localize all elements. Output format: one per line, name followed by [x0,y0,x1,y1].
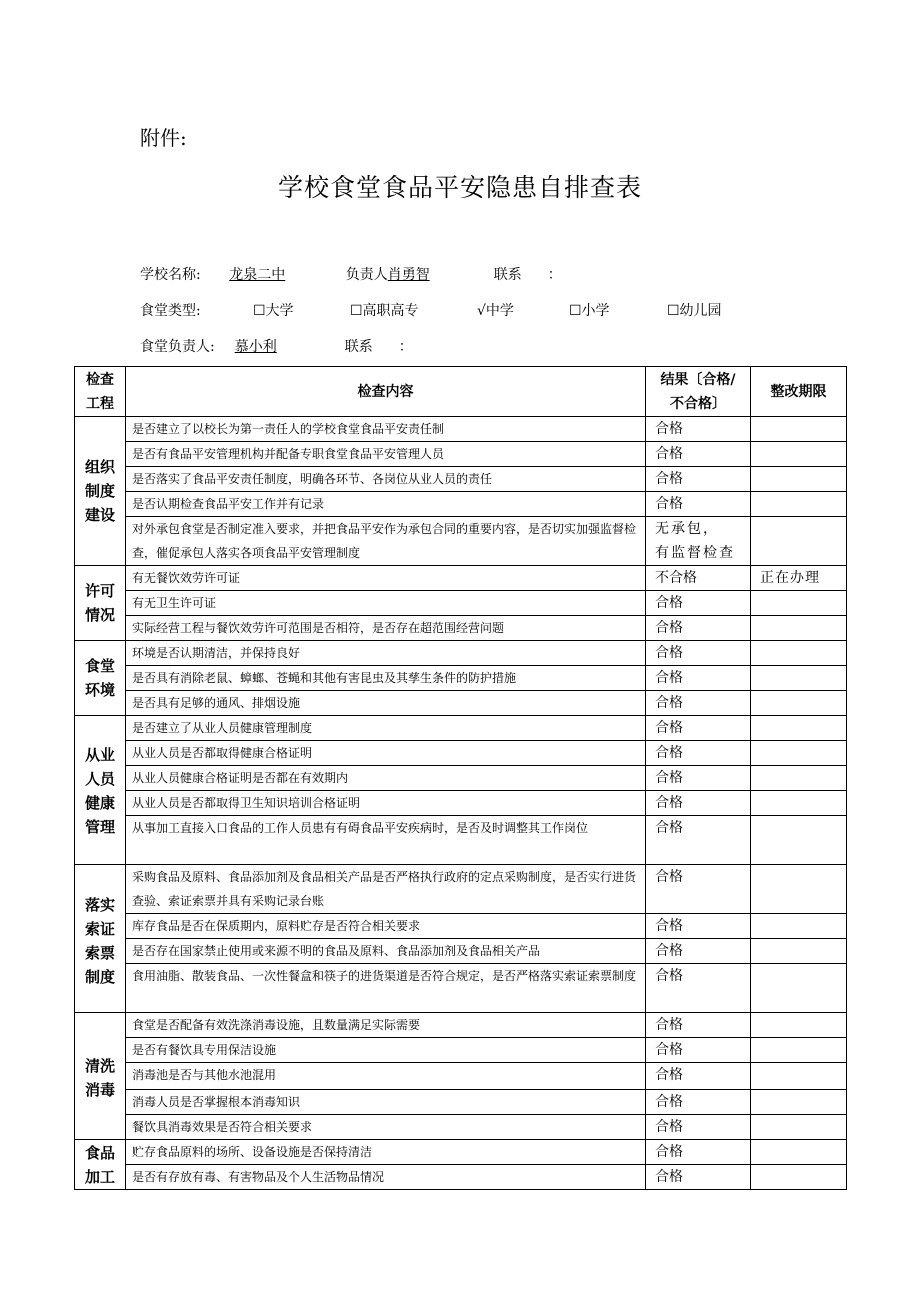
period-cell: 正在办理 [751,566,847,591]
period-cell [751,467,847,492]
header-period: 整改期限 [751,367,847,417]
table-row [75,791,847,816]
canteen-head-label: 食堂负责人: [140,339,215,355]
table-row [75,492,847,517]
period-cell [751,417,847,442]
content-cell: 贮存食品原料的场所、设备设施是否保持清洁 [126,1140,646,1165]
result-cell: 合格 [646,939,751,964]
period-cell [751,865,847,914]
period-cell [751,1115,847,1140]
content-cell: 有无卫生许可证 [126,591,646,616]
contact2-colon: ： [398,339,413,355]
canteen-type-line [140,300,722,320]
category-cell: 许可 情况 [75,566,126,641]
result-cell: 合格 [646,1140,751,1165]
result-cell: 合格 [646,741,751,766]
canteen-head-value: 慕小利 [234,339,277,355]
period-cell [751,1090,847,1115]
period-cell [751,1063,847,1090]
content-cell: 是否落实了食品平安责任制度，明确各环节、各岗位从业人员的责任 [126,467,646,492]
content-cell: 库存食品是否在保质期内，原料贮存是否符合相关要求 [126,914,646,939]
table-row [75,741,847,766]
result-cell: 合格 [646,716,751,741]
table-row [75,1165,847,1190]
result-cell: 合格 [646,417,751,442]
period-cell [751,766,847,791]
table-row [75,442,847,467]
content-cell: 是否有食品平安管理机构并配备专职食堂食品平安管理人员 [126,442,646,467]
period-cell [751,816,847,865]
result-cell: 无承包， 有监督检查 [646,517,751,566]
result-cell: 合格 [646,791,751,816]
content-cell: 是否具有足够的通风、排烟设施 [126,691,646,716]
period-cell [751,791,847,816]
period-cell [751,591,847,616]
period-cell [751,492,847,517]
type-primary-school-checkbox: ☐小学 [569,303,610,319]
period-cell [751,939,847,964]
content-cell: 消毒池是否与其他水池混用 [126,1063,646,1090]
content-cell: 对外承包食堂是否制定准入要求，并把食品平安作为承包合同的重要内容，是否切实加强监督检查，催促承包人落实各项食品平安管理制度 [126,517,646,566]
period-cell [751,964,847,1013]
content-cell: 食堂是否配备有效洗涤消毒设施，且数量满足实际需要 [126,1013,646,1038]
school-info-line [140,264,562,284]
school-name-value: 龙泉二中 [229,267,286,283]
table-row [75,517,847,566]
content-cell: 是否存在国家禁止使用或来源不明的食品及原料、食品添加剂及食品相关产品 [126,939,646,964]
table-row [75,417,847,442]
result-cell: 合格 [646,641,751,666]
table-row [75,1140,847,1165]
result-cell: 合格 [646,1013,751,1038]
result-cell: 合格 [646,914,751,939]
content-cell: 从事加工直接入口食品的工作人员患有有碍食品平安疾病时，是否及时调整其工作岗位 [126,816,646,865]
period-cell [751,914,847,939]
result-cell: 合格 [646,1165,751,1190]
table-header-row [75,367,847,417]
category-cell: 组织 制度 建设 [75,417,126,566]
header-result: 结果〔合格/ 不合格〕 [646,367,751,417]
content-cell: 从业人员是否都取得健康合格证明 [126,741,646,766]
contact2-label: 联系 [344,339,373,355]
category-cell: 从业 人员 健康 管理 [75,716,126,865]
period-cell [751,442,847,467]
content-cell: 是否有存放有毒、有害物品及个人生活物品情况 [126,1165,646,1190]
period-cell [751,666,847,691]
attachment-label: 附件: [140,126,187,150]
type-middle-school-checkbox: √中学 [477,303,514,319]
result-cell: 合格 [646,1038,751,1063]
period-cell [751,691,847,716]
table-row [75,1090,847,1115]
content-cell: 消毒人员是否掌握根本消毒知识 [126,1090,646,1115]
category-cell: 食堂 环境 [75,641,126,716]
table-row [75,816,847,865]
contact-colon: ： [547,267,562,283]
table-row [75,1038,847,1063]
table-row [75,1115,847,1140]
content-cell: 是否具有消除老鼠、蟑螂、苍蝇和其他有害昆虫及其孳生条件的防护措施 [126,666,646,691]
content-cell: 是否有餐饮具专用保洁设施 [126,1038,646,1063]
period-cell [751,1038,847,1063]
result-cell: 合格 [646,964,751,1013]
result-cell: 合格 [646,1090,751,1115]
table-row [75,1013,847,1038]
content-cell: 有无餐饮效劳许可证 [126,566,646,591]
result-cell: 合格 [646,691,751,716]
table-row [75,716,847,741]
table-row [75,939,847,964]
page-title: 学校食堂食品平安隐患自排查表 [277,173,642,202]
canteen-type-label: 食堂类型: [140,303,201,319]
result-cell: 合格 [646,1115,751,1140]
result-cell: 合格 [646,666,751,691]
result-cell: 合格 [646,442,751,467]
result-cell: 合格 [646,591,751,616]
result-cell: 合格 [646,616,751,641]
header-content: 检查内容 [126,367,646,417]
table-row [75,666,847,691]
result-cell: 合格 [646,766,751,791]
school-name-label: 学校名称: [140,267,201,283]
content-cell: 是否认期检查食品平安工作并有记录 [126,492,646,517]
table-row [75,691,847,716]
content-cell: 食用油脂、散装食品、一次性餐盒和筷子的进货渠道是否符合规定，是否严格落实索证索票制度 [126,964,646,1013]
table-row [75,914,847,939]
content-cell: 从业人员是否都取得卫生知识培训合格证明 [126,791,646,816]
result-cell: 合格 [646,816,751,865]
type-kindergarten-checkbox: ☐幼儿园 [667,303,722,319]
content-cell: 从业人员健康合格证明是否都在有效期内 [126,766,646,791]
category-cell: 食品 加工 [75,1140,126,1190]
type-university-checkbox: ☐大学 [253,303,294,319]
table-row [75,591,847,616]
table-row [75,865,847,914]
period-cell [751,1140,847,1165]
result-cell: 合格 [646,467,751,492]
result-cell: 合格 [646,865,751,914]
table-row [75,641,847,666]
table-row [75,566,847,591]
contact-label: 联系 [493,267,522,283]
content-cell: 采购食品及原料、食品添加剂及食品相关产品是否严格执行政府的定点采购制度，是否实行进货查验、索证索票并具有采购记录台账 [126,865,646,914]
result-cell: 合格 [646,492,751,517]
table-row [75,467,847,492]
table-row [75,616,847,641]
period-cell [751,641,847,666]
content-cell: 是否建立了从业人员健康管理制度 [126,716,646,741]
content-cell: 餐饮具消毒效果是否符合相关要求 [126,1115,646,1140]
type-vocational-checkbox: ☐高职高专 [350,303,419,319]
category-cell: 落实 索证 索票 制度 [75,865,126,1013]
period-cell [751,517,847,566]
table-body [75,417,847,1190]
period-cell [751,616,847,641]
period-cell [751,1165,847,1190]
responsible-label: 负责人 [345,267,388,283]
table-row [75,964,847,1013]
period-cell [751,1013,847,1038]
result-cell: 不合格 [646,566,751,591]
table-row [75,1063,847,1090]
canteen-head-line [140,336,413,356]
category-cell: 清洗 消毒 [75,1013,126,1140]
responsible-value: 肖勇智 [387,267,430,283]
content-cell: 环境是否认期清洁，并保持良好 [126,641,646,666]
header-category: 检查 工程 [75,367,126,417]
content-cell: 实际经营工程与餐饮效劳许可范围是否相符，是否存在超范围经营问题 [126,616,646,641]
result-cell: 合格 [646,1063,751,1090]
period-cell [751,741,847,766]
table-row [75,766,847,791]
content-cell: 是否建立了以校长为第一责任人的学校食堂食品平安责任制 [126,417,646,442]
period-cell [751,716,847,741]
inspection-table [74,366,847,1190]
